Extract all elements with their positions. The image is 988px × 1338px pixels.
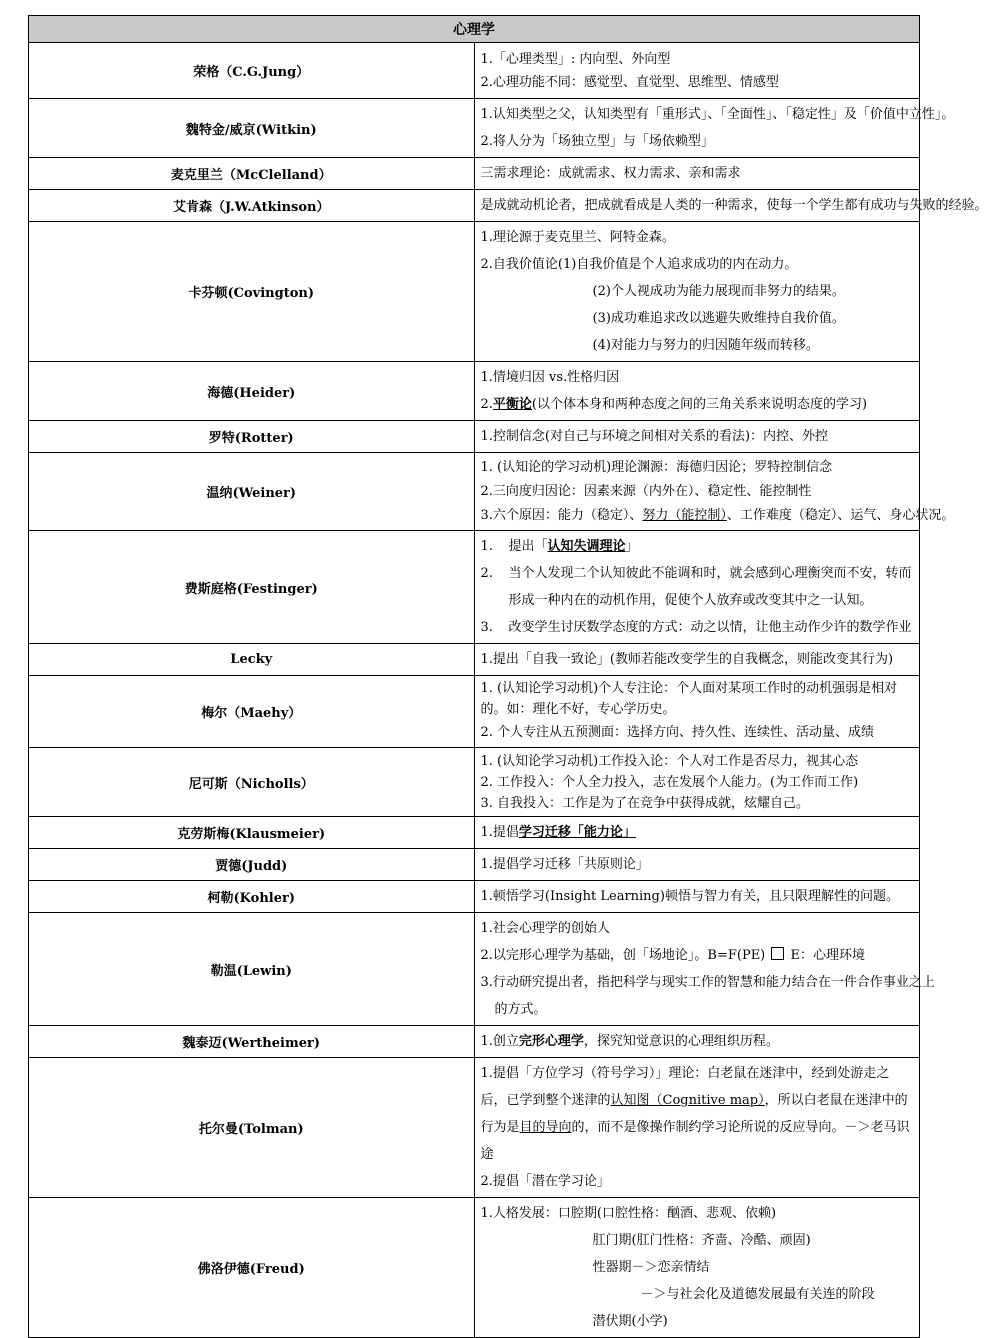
theory-content — [474, 676, 920, 748]
content-line: 2.三向度归因论：因素来源（内外在）、稳定性、能控制性 — [480, 483, 812, 499]
content-line: 2. 当个人发现二个认知彼此不能调和时，就会感到心理衡突而不安，转而形成一种内在的动机作用，促使个人放弃或改变其中之一认知。 — [480, 566, 912, 608]
content-line: (4)对能力与努力的归因随年级而转移。 — [592, 338, 819, 353]
theorist-name: 贾德(Judd) — [29, 849, 475, 881]
content-line: (3)成功难追求改以逃避失败维持自我价值。 — [592, 311, 845, 326]
theorist-name: 海德(Heider) — [29, 362, 475, 421]
theory-content — [474, 1198, 920, 1338]
content-fragment: 当个人发现二个认知彼此不能调和时，就会感到心理衡突而不安，转而形成一种内在的动机作用，促使个人放弃或改变其中之一认知。 — [508, 566, 912, 608]
theorist-name: 魏泰迈(Wertheimer) — [29, 1026, 475, 1058]
content-line: 的方式。 — [494, 1002, 547, 1017]
content-line: (2)个人视成功为能力展现而非努力的结果。 — [592, 284, 845, 299]
content-line: 2.自我价值论(1)自我价值是个人追求成功的内在动力。 — [480, 257, 798, 272]
theorist-name: 艾肯森（J.W.Atkinson） — [29, 190, 475, 222]
theorist-name: 佛洛伊德(Freud) — [29, 1198, 475, 1338]
table-row — [29, 43, 920, 99]
table-row — [29, 849, 920, 881]
effort-term: 努力（能控制） — [642, 507, 727, 523]
checkbox-glyph — [771, 947, 784, 960]
theorist-name: 勒温(Lewin) — [29, 913, 475, 1026]
content-fragment: 1.提倡 — [480, 825, 519, 840]
table-row — [29, 531, 920, 644]
theory-content — [474, 421, 920, 453]
content-line: 1.提出「自我一致论」(教师若能改变学生的自我概念，则能改变其行为) — [480, 652, 894, 667]
content-line — [481, 942, 916, 969]
theory-content — [474, 531, 920, 644]
content-line: 是成就动机论者，把成就看成是人类的一种需求，使每一个学生都有成功与失败的经验。 — [480, 198, 988, 213]
content-line: 2. 个人专注从五预测面：选择方向、持久性、连续性、活动量、成绩 — [480, 725, 875, 740]
content-line: 1.情境归因 vs.性格归因 — [480, 370, 620, 385]
theorist-name: 柯勒(Kohler) — [29, 881, 475, 913]
content-fragment: 1.提倡「方位学习（符号学习）」理论：白老鼠在迷津中，经到处游走之后，已学到整个迷津的 — [480, 1066, 890, 1108]
theorist-name: 麦克里兰（McClelland） — [29, 158, 475, 190]
theory-content — [474, 1058, 920, 1198]
theory-content — [474, 190, 988, 222]
theory-content — [474, 644, 920, 676]
psychology-table — [28, 15, 988, 1338]
content-line: 3.行动研究提出者，指把科学与现实工作的智慧和能力结合在一件合作事业之上 — [480, 975, 935, 990]
content-line: 2. 工作投入：个人全力投入，志在发展个人能力。(为工作而工作) — [480, 774, 859, 790]
content-fragment: 改变学生讨厌数学态度的方式：动之以情，让他主动作少许的数学作业 — [508, 620, 912, 635]
theorist-name: 尼可斯（Nicholls） — [29, 748, 475, 817]
content-line: 1.社会心理学的创始人 — [480, 921, 610, 936]
content-line: 3. 自我投入：工作是为了在竞争中获得成就，炫耀自己。 — [480, 795, 810, 811]
content-line: 1.理论源于麦克里兰、阿特金森。 — [480, 230, 675, 245]
content-fragment: E：心理环境 — [786, 948, 866, 963]
content-fragment: ，探究知觉意识的心理组织历程。 — [583, 1034, 779, 1049]
theory-content — [474, 849, 920, 881]
table-row — [29, 748, 920, 817]
theorist-name: 卡芬顿(Covington) — [29, 222, 475, 362]
content-line — [481, 819, 916, 846]
content-line: 2.心理功能不同：感觉型、直觉型、思维型、情感型 — [480, 74, 779, 90]
content-fragment: 提出「 — [508, 539, 548, 554]
theorist-name: 罗特(Rotter) — [29, 421, 475, 453]
table-row — [29, 222, 920, 362]
content-line: 潜伏期(小学) — [592, 1314, 668, 1329]
content-fragment: (以个体本身和两种态度之间的三角关系来说明态度的学习) — [531, 397, 868, 412]
theorist-name: Lecky — [29, 644, 475, 676]
table-row — [29, 913, 920, 1026]
table-row — [29, 676, 920, 748]
table-row — [29, 1026, 920, 1058]
balance-theory-term: 平衡论 — [492, 397, 532, 412]
content-line: 1.提倡学习迁移「共原则论」 — [480, 857, 649, 872]
content-line: 2.将人分为「场独立型」与「场依赖型」 — [480, 134, 714, 149]
content-line: 1. (认知论的学习动机)理论渊源：海德归因论；罗特控制信念 — [480, 459, 833, 475]
theorist-name: 温纳(Weiner) — [29, 453, 475, 531]
theory-content — [474, 222, 920, 362]
theory-content — [474, 43, 920, 99]
theory-content — [474, 913, 935, 1026]
content-line: 2.提倡「潜在学习论」 — [480, 1174, 610, 1189]
content-fragment: 的，而不是像操作制约学习论所说的反应导向。－＞老马识途 — [480, 1120, 910, 1162]
theory-content — [474, 1026, 920, 1058]
table-row — [29, 881, 920, 913]
content-fragment: 1.创立 — [480, 1034, 519, 1049]
table-row — [29, 421, 920, 453]
content-line: 1.认知类型之父，认知类型有「重形式」、「全面性」、「稳定性」及「价值中立性」。 — [480, 107, 955, 122]
theory-content — [474, 881, 920, 913]
content-line — [481, 1060, 916, 1168]
theorist-name: 荣格（C.G.Jung） — [29, 43, 475, 99]
table-header-row — [29, 16, 920, 43]
table-row — [29, 453, 920, 531]
table-title: 心理学 — [29, 16, 920, 43]
table-row — [29, 644, 920, 676]
content-fragment: 」 — [625, 539, 639, 554]
content-line: 三需求理论：成就需求、权力需求、亲和需求 — [480, 166, 741, 181]
content-line — [481, 1028, 916, 1055]
content-line: 性器期－＞恋亲情结 — [592, 1260, 710, 1275]
table-row — [29, 99, 920, 158]
content-line: 1.人格发展：口腔期(口腔性格：酗酒、悲观、依赖) — [480, 1206, 777, 1221]
content-line — [480, 504, 955, 528]
content-fragment: 2.以完形心理学为基础，创「场地论」。B=F(PE) — [480, 948, 766, 963]
content-line: 1.控制信念(对自己与环境之间相对关系的看法)：内控、外控 — [480, 429, 829, 444]
theorist-name: 梅尔（Maehy） — [29, 676, 475, 748]
theorist-name: 魏特金/威京(Witkin) — [29, 99, 475, 158]
content-line: 3. 改变学生讨厌数学态度的方式：动之以情，让他主动作少许的数学作业 — [480, 620, 912, 635]
content-line: 1. 提出「认知失调理论」 — [480, 539, 639, 554]
content-line: －＞与社会化及道德发展最有关连的阶段 — [640, 1287, 875, 1302]
theory-content — [474, 362, 920, 421]
content-line: 1.顿悟学习(Insight Learning)顿悟与智力有关，且只限理解性的问题。 — [480, 889, 899, 904]
theory-content — [474, 748, 920, 817]
table-row — [29, 817, 920, 849]
content-line: 1. (认知论学习动机)个人专注论：个人面对某项工作时的动机强弱是相对的。如：理化不好，专心学历史。 — [480, 681, 898, 717]
content-line: 肛门期(肛门性格：齐啬、冷酷、顽固) — [592, 1233, 811, 1248]
table-row — [29, 158, 920, 190]
content-line: 1. (认知论学习动机)工作投入论：个人对工作是否尽力，视其心态 — [480, 753, 859, 769]
content-line: 2.平衡论(以个体本身和两种态度之间的三角关系来说明态度的学习) — [480, 397, 868, 412]
table-row — [29, 1058, 920, 1198]
theory-content — [474, 453, 955, 531]
theory-content — [474, 158, 920, 190]
cognitive-dissonance-term: 认知失调理论 — [547, 539, 626, 554]
theorist-name: 费斯庭格(Festinger) — [29, 531, 475, 644]
theorist-name: 克劳斯梅(Klausmeier) — [29, 817, 475, 849]
content-line: 1.「心理类型」: 内向型、外向型 — [480, 51, 671, 67]
content-fragment: ，所以白老鼠在迷津中的行为是 — [480, 1093, 908, 1135]
theory-content — [474, 99, 955, 158]
theory-content — [474, 817, 920, 849]
ability-theory-term: 学习迁移「能力论」 — [518, 825, 636, 840]
table-row — [29, 362, 920, 421]
goal-oriented-term: 目的导向 — [519, 1120, 572, 1135]
content-fragment: 3.六个原因：能力（稳定）、 — [480, 507, 643, 523]
table-row — [29, 1198, 920, 1338]
table-row — [29, 190, 920, 222]
gestalt-term: 完形心理学 — [518, 1034, 584, 1049]
cognitive-map-term: 认知图（Cognitive map） — [610, 1093, 765, 1108]
theorist-name: 托尔曼(Tolman) — [29, 1058, 475, 1198]
content-fragment: 、工作难度（稳定）、运气、身心状况。 — [726, 507, 955, 523]
